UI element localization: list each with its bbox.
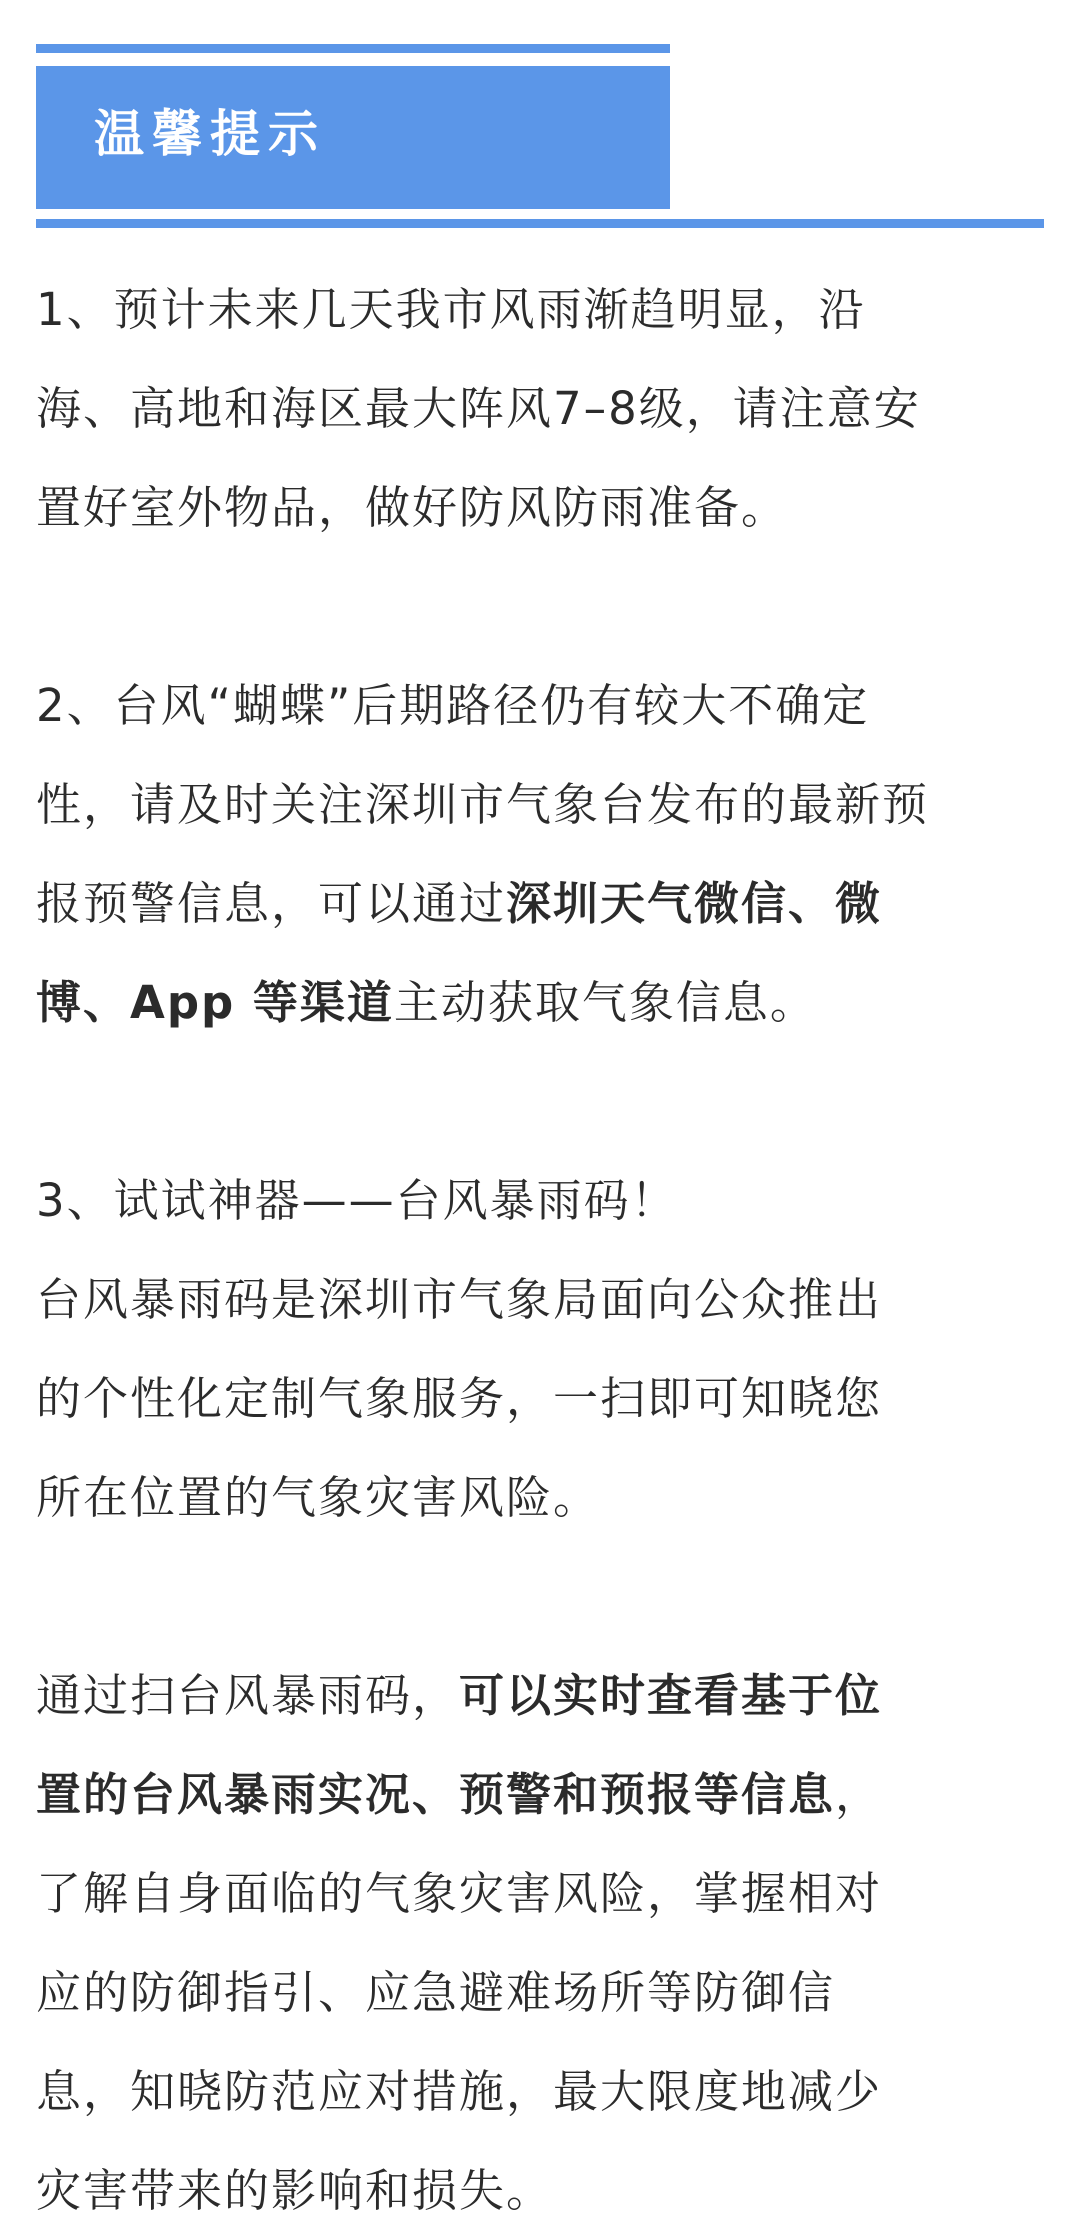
paragraph-4-line-3: 了解自身面临的气象灾害风险，掌握相对 [36,1867,883,1920]
paragraph-4-line-1-text: 通过扫台风暴雨码， [36,1669,460,1722]
header-top-rule [36,44,670,53]
paragraph-2-line-4-text: 主动获取气象信息。 [393,976,817,1029]
article-body [36,260,1044,2240]
paragraph-3 [36,1151,1044,1547]
channel-highlight-start: 深圳天气微信、微 [506,877,883,930]
paragraph-1-line-3: 置好室外物品，做好防风防雨准备。 [36,481,789,534]
paragraph-3-line-1: 3、试试神器——台风暴雨码！ [36,1174,678,1227]
feature-highlight-start: 可以实时查看基于位 [459,1669,883,1722]
header-bottom-rule [36,219,1044,228]
paragraph-3-line-4: 所在位置的气象灾害风险。 [36,1471,601,1524]
paragraph-4-line-4: 应的防御指引、应急避难场所等防御信 [36,1966,836,2019]
paragraph-2-line-1: 2、台风“蝴蝶”后期路径仍有较大不确定 [36,679,870,732]
paragraph-2-line-2: 性，请及时关注深圳市气象台发布的最新预 [36,778,930,831]
paragraph-4-line-2 [36,1745,1044,1844]
paragraph-spacer [36,557,1044,656]
paragraph-4-line-2-punct: ， [835,1768,883,1821]
paragraph-4-line-1 [36,1646,1044,1745]
paragraph-3-line-2: 台风暴雨码是深圳市气象局面向公众推出 [36,1273,883,1326]
paragraph-2 [36,656,1044,1052]
paragraph-1-line-1: 1、预计未来几天我市风雨渐趋明显，沿 [36,283,866,336]
paragraph-1 [36,260,1044,557]
paragraph-4-line-6: 灾害带来的影响和损失。 [36,2164,554,2217]
feature-highlight-end: 置的台风暴雨实况、预警和预报等信息 [36,1768,836,1821]
paragraph-3-line-3: 的个性化定制气象服务，一扫即可知晓您 [36,1372,883,1425]
paragraph-4 [36,1646,1044,2240]
paragraph-2-line-3 [36,854,1044,953]
paragraph-spacer [36,1547,1044,1646]
paragraph-2-line-4 [36,953,1044,1052]
paragraph-1-line-2: 海、高地和海区最大阵风7–8级，请注意安 [36,382,921,435]
page-title: 温馨提示 [94,105,326,163]
paragraph-4-line-5: 息，知晓防范应对措施，最大限度地减少 [36,2065,883,2118]
channel-highlight-end: 博、App 等渠道 [36,976,394,1029]
paragraph-spacer [36,1052,1044,1151]
paragraph-2-line-3-text: 报预警信息，可以通过 [36,877,507,930]
